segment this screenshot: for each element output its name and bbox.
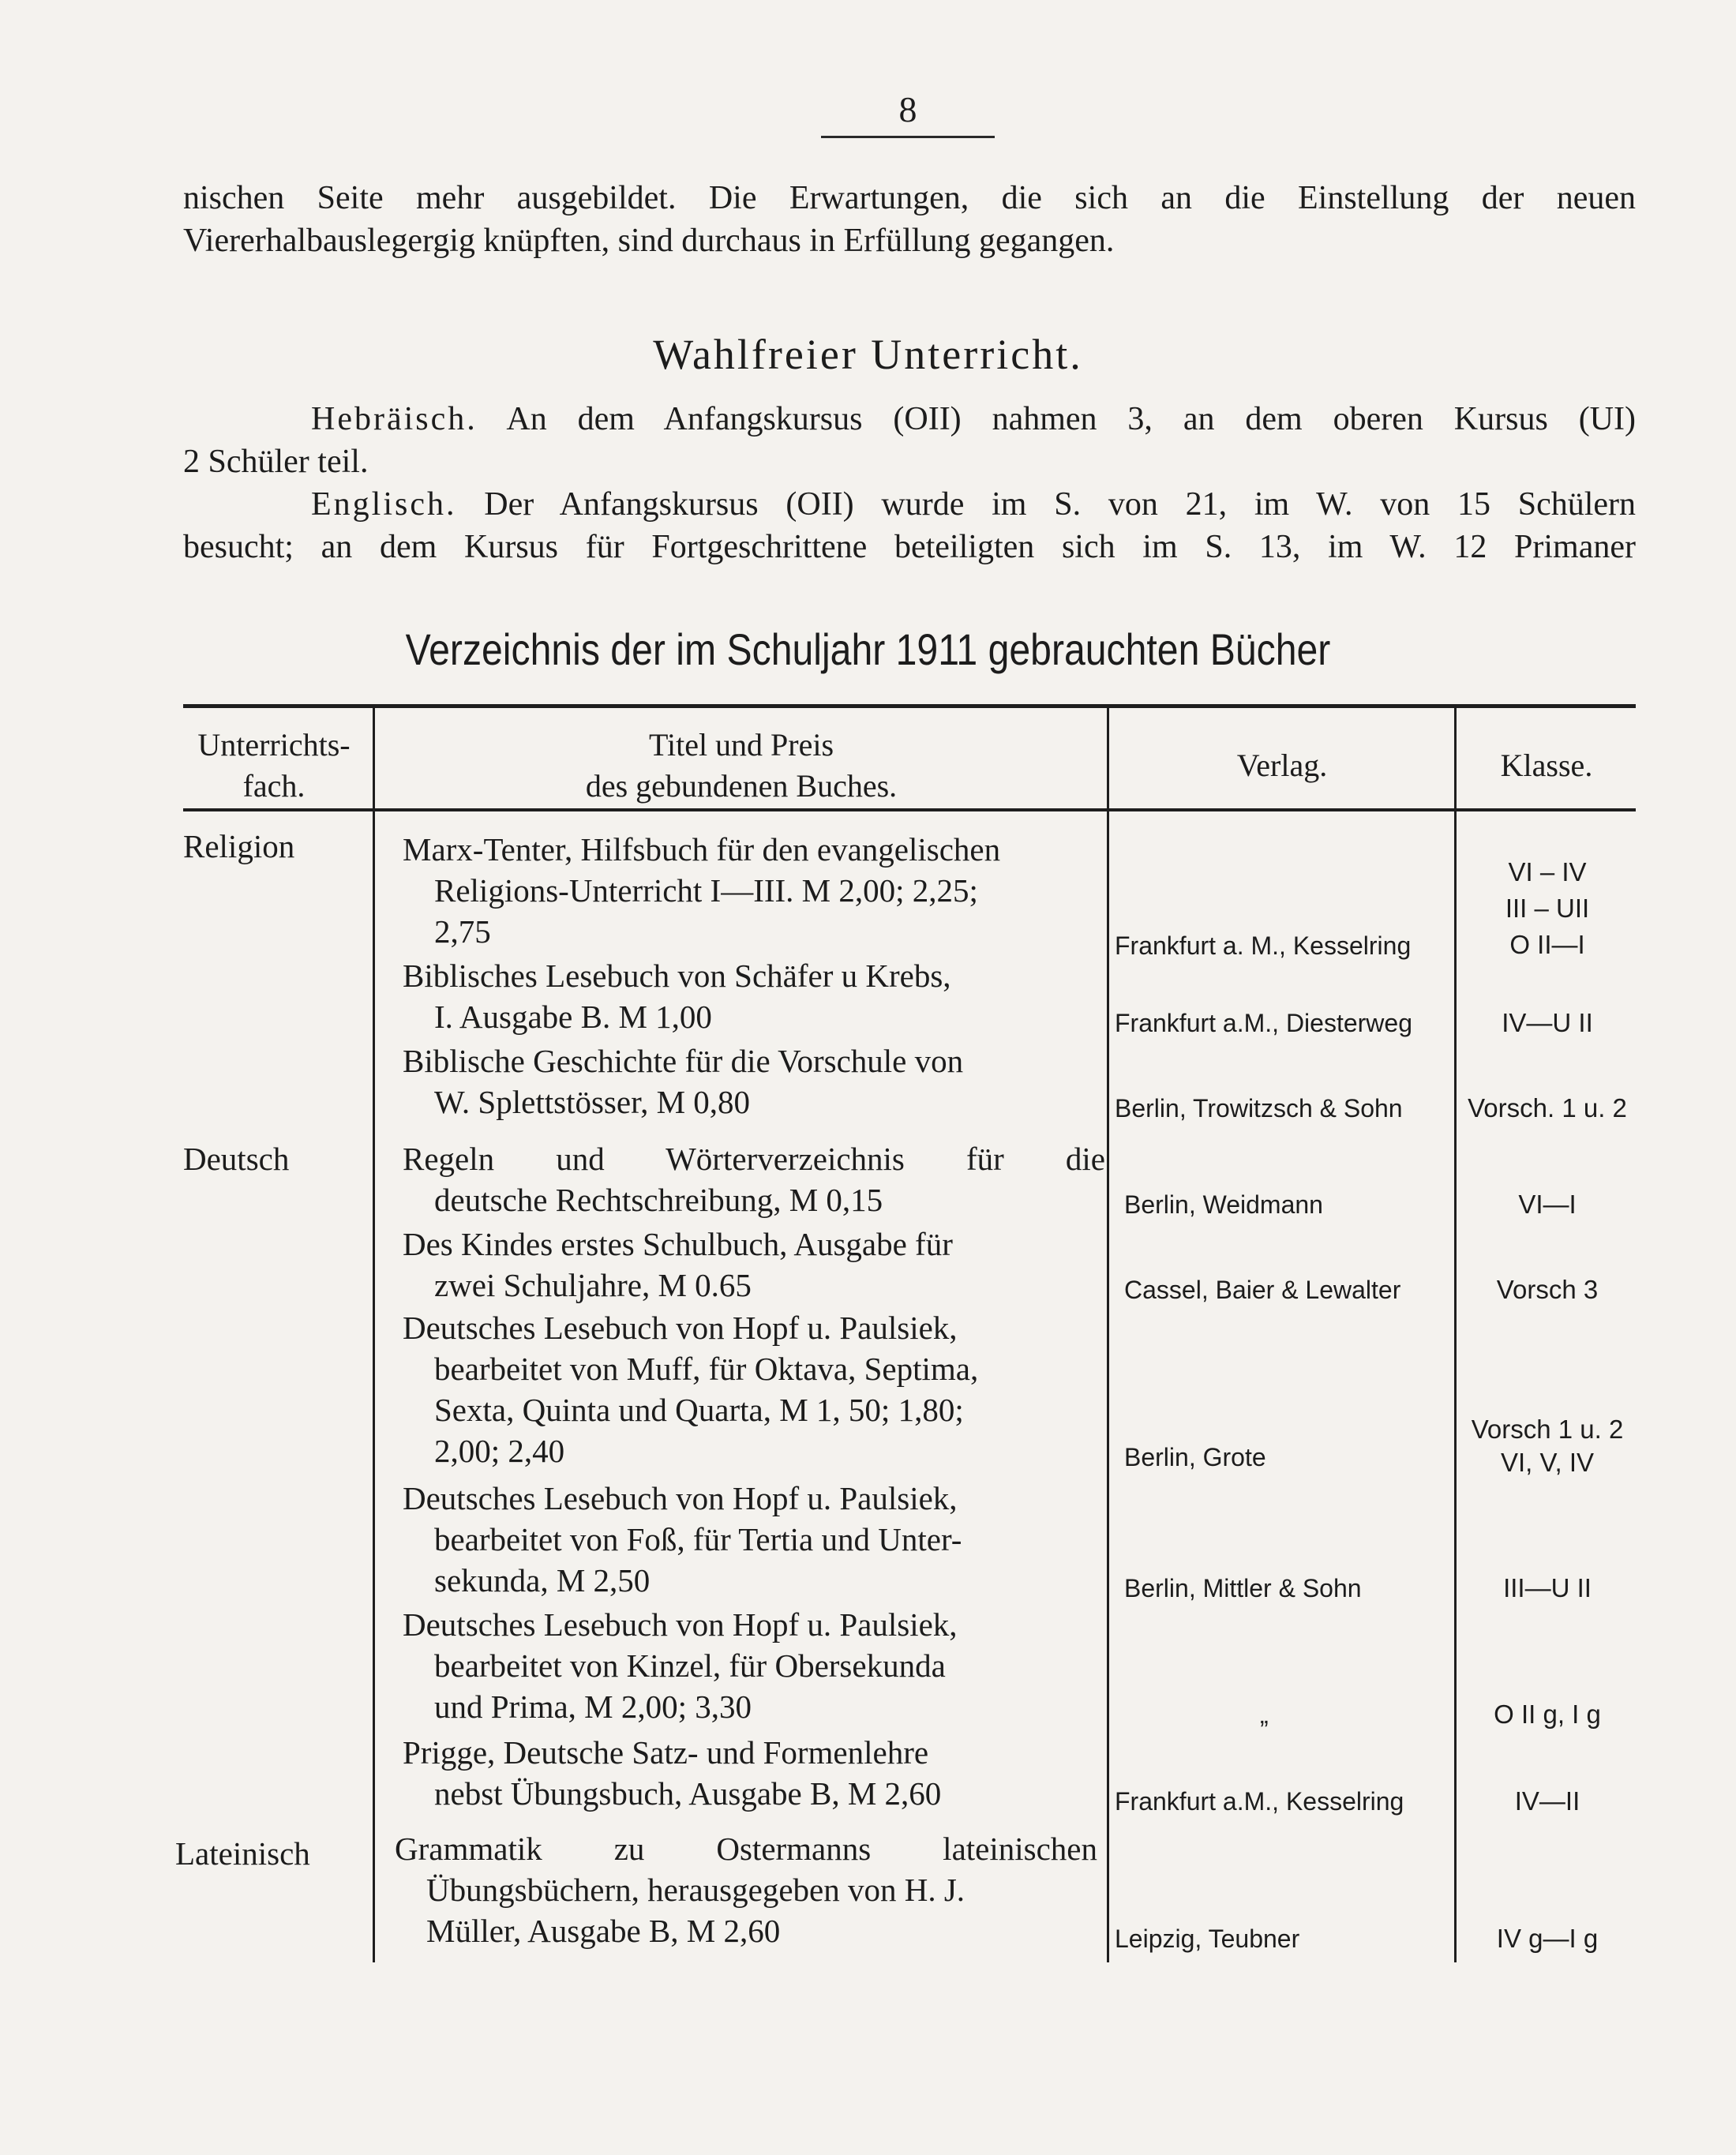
englisch-label: Englisch. — [311, 486, 457, 523]
book-title: Deutsches Lesebuch von Hopf u. Paulsiek, bearbeitet von Kinzel, für Obersekunda und Prima, M 2,00; 3,30 — [403, 1606, 958, 1725]
hebraeisch-text: An dem Anfangskursus (OII) nahmen 3, an dem oberen Kursus (UI) — [506, 401, 1636, 437]
page-number: 8 — [898, 89, 917, 129]
book-class: VI – IV III – UII O II—I — [1505, 857, 1590, 959]
header-title: Titel und Preis des gebundenen Buches. — [585, 727, 898, 804]
table-column-divider — [373, 707, 375, 1962]
book-publisher: Berlin, Mittler & Sohn — [1124, 1574, 1362, 1602]
subject-lateinisch: Lateinisch — [175, 1835, 310, 1872]
book-publisher: Frankfurt a.M., Kesselring — [1115, 1787, 1404, 1816]
book-publisher: „ — [1260, 1700, 1269, 1729]
book-publisher: Berlin, Trowitzsch & Sohn — [1115, 1094, 1403, 1122]
hebraeisch-label: Hebräisch. — [311, 401, 478, 437]
table-title: Verzeichnis der im Schuljahr 1911 gebrauchten Bücher — [405, 624, 1331, 674]
book-class: Vorsch. 1 u. 2 — [1468, 1093, 1627, 1122]
book-title: Prigge, Deutsche Satz- und Formenlehre nebst Übungsbuch, Ausgabe B, M 2,60 — [403, 1734, 942, 1812]
table-column-divider — [1454, 707, 1457, 1962]
header-subject: Unterrichts- fach. — [197, 727, 351, 804]
englisch-text-2: besucht; an dem Kursus für Fortgeschrittene beteiligten sich im S. 13, im W. 12 Primaner — [183, 529, 1636, 565]
book-title: Grammatik zu Ostermanns lateinischen Übungsbüchern, herausgegeben von H. J. Müller, Ausgabe B, M 2,60 — [395, 1831, 1097, 1949]
book-title: Biblische Geschichte für die Vorschule von W. Splettstösser, M 0,80 — [403, 1043, 964, 1120]
table-top-rule — [183, 704, 1636, 708]
intro-paragraph — [183, 177, 1636, 262]
header-publisher: Verlag. — [1236, 748, 1328, 783]
book-class: IV g—I g — [1496, 1924, 1599, 1953]
table-column-divider — [1107, 707, 1109, 1962]
page-number-rule — [821, 136, 995, 138]
subject-deutsch: Deutsch — [183, 1141, 290, 1177]
book-publisher: Frankfurt a. M., Kesselring — [1115, 931, 1412, 960]
book-title: Regeln und Wörterverzeichnis für die deutsche Rechtschreibung, M 0,15 — [403, 1141, 1105, 1218]
book-class: O II g, I g — [1494, 1700, 1601, 1729]
hebraeisch-text-2: 2 Schüler teil. — [183, 444, 369, 480]
englisch-paragraph — [183, 483, 1636, 568]
section-heading: Wahlfreier Unterricht. — [653, 331, 1083, 378]
book-class: VI—I — [1518, 1190, 1577, 1219]
book-publisher: Berlin, Weidmann — [1124, 1190, 1323, 1219]
book-class: IV—U II — [1502, 1008, 1593, 1037]
book-class: III—U II — [1503, 1573, 1592, 1602]
intro-line: nischen Seite mehr ausgebildet. Die Erwartungen, die sich an die Einstellung der neuen — [183, 180, 1636, 216]
book-publisher: Berlin, Grote — [1124, 1443, 1266, 1471]
book-publisher: Frankfurt a.M., Diesterweg — [1115, 1009, 1412, 1037]
book-title: Deutsches Lesebuch von Hopf u. Paulsiek, bearbeitet von Foß, für Tertia und Unter- sekunda, M 2,50 — [403, 1480, 962, 1598]
header-class: Klasse. — [1500, 748, 1593, 783]
intro-line: Viererhalbauslegergig knüpften, sind durchaus in Erfüllung gegangen. — [183, 223, 1115, 259]
book-title: Biblisches Lesebuch von Schäfer u Krebs, I. Ausgabe B. M 1,00 — [403, 958, 951, 1035]
hebraeisch-paragraph — [183, 398, 1636, 483]
book-title: Deutsches Lesebuch von Hopf u. Paulsiek, bearbeitet von Muff, für Oktava, Septima, Sexta, Quinta und Quarta, M 1, 50; 1,80; 2,00; 2,40 — [403, 1310, 979, 1469]
book-class: IV—II — [1514, 1786, 1580, 1816]
book-title: Marx-Tenter, Hilfsbuch für den evangelischen Religions-Unterricht I—III. M 2,00; 2,25; 2,75 — [403, 831, 1001, 950]
table-header-rule — [183, 808, 1636, 811]
book-publisher: Leipzig, Teubner — [1115, 1925, 1300, 1953]
englisch-text: Der Anfangskursus (OII) wurde im S. von 21, im W. von 15 Schülern — [484, 486, 1637, 523]
subject-religion: Religion — [183, 828, 295, 864]
book-publisher: Cassel, Baier & Lewalter — [1124, 1276, 1401, 1304]
book-class: Vorsch 1 u. 2 VI, V, IV — [1471, 1415, 1624, 1477]
book-title: Des Kindes erstes Schulbuch, Ausgabe für zwei Schuljahre, M 0.65 — [403, 1226, 953, 1303]
book-class: Vorsch 3 — [1496, 1275, 1599, 1304]
